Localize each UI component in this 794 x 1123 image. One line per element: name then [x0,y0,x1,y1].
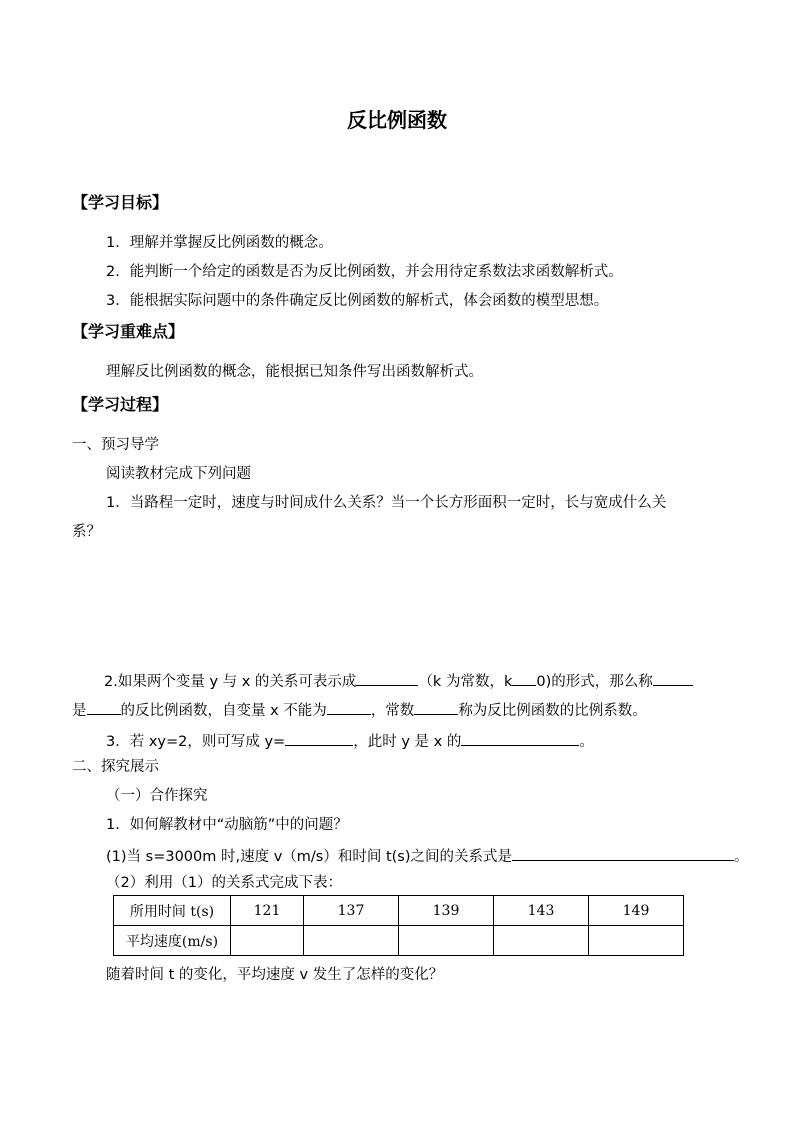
answer-blank[interactable] [653,670,693,686]
time-speed-table [113,895,684,956]
table-cell: 139 [399,896,494,926]
question-3-text: 3．若 xy=2，则可写成 y= [106,734,286,750]
question-3-text: ，此时 y 是 x 的 [353,734,462,750]
table-cell: 143 [494,896,589,926]
objective-item: 1．理解并掌握反比例函数的概念。 [106,235,333,251]
answer-blank[interactable] [512,845,734,861]
key-points-heading: 【学习重难点】 [72,322,185,341]
table-cell[interactable] [399,926,494,956]
answer-blank[interactable] [414,699,458,715]
question-3 [106,730,594,751]
objectives-heading: 【学习目标】 [72,193,169,212]
table-header-cell: 所用时间 t(s) [114,896,231,926]
question-2-text: ，常数 [370,703,415,719]
answer-blank[interactable] [461,730,579,746]
table-header-cell: 平均速度(m/s) [114,926,231,956]
question-2-text: 是 [72,703,87,719]
question-1a-text: 。 [734,849,749,865]
exploration-question-1b: （2）利用（1）的关系式完成下表： [106,875,342,891]
answer-blank[interactable] [512,670,536,686]
table-cell: 137 [304,896,399,926]
question-2-line-2 [72,699,647,720]
section-1-title: 一、预习导学 [72,437,159,453]
question-2-text: 称为反比例函数的比例系数。 [458,703,647,719]
question-2-text: （k 为常数，k [418,674,513,690]
exploration-question-1a [106,845,749,866]
question-1-line-1: 1．当路程一定时，速度与时间成什么关系？当一个长方形面积一定时，长与宽成什么关 [106,495,667,511]
question-1-line-2: 系？ [72,524,101,540]
table-cell[interactable] [304,926,399,956]
section-2-title: 二、探究展示 [72,759,159,775]
question-after-table: 随着时间 t 的变化，平均速度 v 发生了怎样的变化？ [106,967,444,983]
question-2-text: 0)的形式，那么称 [536,674,653,690]
table-cell[interactable] [494,926,589,956]
answer-blank[interactable] [285,730,353,746]
process-heading: 【学习过程】 [72,395,169,414]
question-3-text: 。 [579,734,594,750]
section-2-subtitle: （一）合作探究 [106,788,208,804]
answer-blank[interactable] [87,699,121,715]
objective-item: 2．能判断一个给定的函数是否为反比例函数，并会用待定系数法求函数解析式。 [106,264,623,280]
table-cell: 149 [589,896,684,926]
page-title: 反比例函数 [347,108,447,132]
question-1a-text: (1)当 s=3000m 时,速度 v（m/s）和时间 t(s)之间的关系式是 [106,849,513,865]
question-2-text: 2.如果两个变量 y 与 x 的关系可表示成 [104,674,357,690]
answer-blank[interactable] [356,670,418,686]
question-2-text: 的反比例函数，自变量 x 不能为 [120,703,327,719]
table-row [114,926,684,956]
objective-item: 3．能根据实际问题中的条件确定反比例函数的解析式，体会函数的模型思想。 [106,293,609,309]
table-cell[interactable] [589,926,684,956]
table-row [114,896,684,926]
answer-blank[interactable] [327,699,371,715]
key-points-text: 理解反比例函数的概念，能根据已知条件写出函数解析式。 [106,364,483,380]
table-cell: 121 [231,896,304,926]
question-2-line-1 [104,670,693,691]
table-cell[interactable] [231,926,304,956]
exploration-question-1: 1．如何解教材中“动脑筋”中的问题？ [106,817,348,833]
section-1-intro: 阅读教材完成下列问题 [106,466,251,482]
